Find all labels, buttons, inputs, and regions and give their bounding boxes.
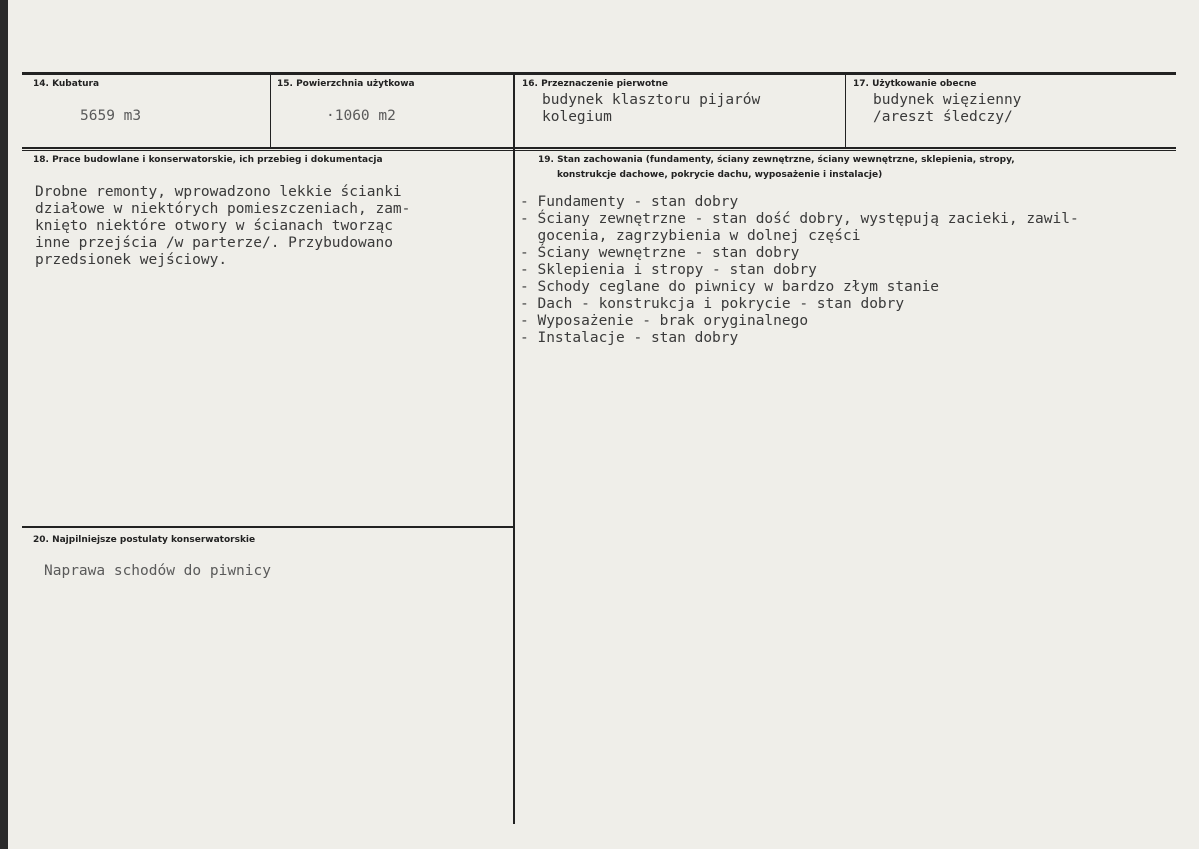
field-17-label: 17. Użytkowanie obecne: [853, 79, 977, 89]
section-divider: [22, 526, 514, 528]
field-19-label: 19. Stan zachowania (fundamenty, ściany zewnętrzne, ściany wewnętrzne, sklepienia, stropy,: [538, 155, 1015, 165]
field-18-line: knięto niektóre otwory w ścianach tworząc: [35, 218, 393, 234]
card-edge: [0, 0, 8, 849]
field-19-line: - Schody ceglane do piwnicy w bardzo złym stanie: [520, 279, 940, 295]
field-15-label: 15. Powierzchnia użytkowa: [277, 79, 415, 89]
inventory-card: [8, 0, 1199, 849]
top-row-border: [22, 72, 1176, 75]
field-19-line: - Dach - konstrukcja i pokrycie - stan dobry: [520, 296, 905, 312]
field-16-value: [542, 92, 760, 126]
field-17-value: [873, 92, 1021, 126]
field-18-line: przedsionek wejściowy.: [35, 252, 228, 268]
field-16-line: budynek klasztoru pijarów: [542, 92, 761, 108]
field-14-label: 14. Kubatura: [33, 79, 100, 89]
field-19-line: - Ściany wewnętrzne - stan dobry: [520, 245, 800, 261]
field-19-line: - Ściany zewnętrzne - stan dość dobry, występują zacieki, zawil-: [520, 211, 1079, 227]
field-19-line: - Fundamenty - stan dobry: [520, 194, 739, 210]
field-19-line: - Sklepienia i stropy - stan dobry: [520, 262, 817, 278]
field-14-value: 5659 m3: [80, 108, 142, 124]
field-18-line: inne przejścia /w parterze/. Przybudowano: [35, 235, 393, 251]
field-20-value: Naprawa schodów do piwnicy: [44, 563, 271, 579]
field-16-line: kolegium: [542, 109, 612, 125]
field-19-line: gocenia, zagrzybienia w dolnej części: [520, 228, 861, 244]
field-20-label: 20. Najpilniejsze postulaty konserwatorskie: [33, 535, 256, 545]
field-19-line: - Instalacje - stan dobry: [520, 330, 739, 346]
field-17-line: budynek więzienny: [873, 92, 1022, 108]
field-16-label: 16. Przeznaczenie pierwotne: [522, 79, 668, 89]
col-divider-2: [513, 74, 515, 824]
col-divider-3: [845, 74, 846, 148]
row-divider: [22, 147, 1176, 149]
field-17-line: /areszt śledczy/: [873, 109, 1013, 125]
row-divider-2: [22, 150, 1176, 151]
field-18-value: [35, 184, 410, 269]
col-divider-1: [270, 74, 271, 148]
field-18-label: 18. Prace budowlane i konserwatorskie, ich przebieg i dokumentacja: [33, 155, 383, 165]
field-18-line: Drobne remonty, wprowadzono lekkie ścianki: [35, 184, 402, 200]
field-15-value: ·1060 m2: [326, 108, 396, 124]
field-19-value: [520, 194, 1079, 347]
field-19-label-cont: konstrukcje dachowe, pokrycie dachu, wyposażenie i instalacje): [557, 170, 883, 180]
field-19-line: - Wyposażenie - brak oryginalnego: [520, 313, 809, 329]
field-18-line: działowe w niektórych pomieszczeniach, zam-: [35, 201, 411, 217]
